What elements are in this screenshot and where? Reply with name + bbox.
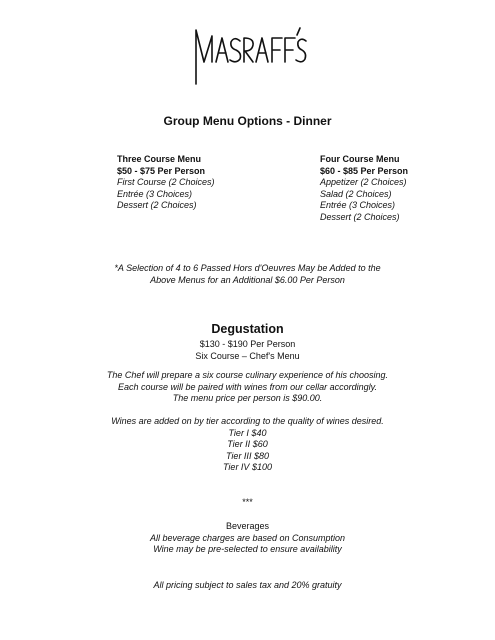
masraffs-logo [190, 22, 310, 92]
degustation-subheading [0, 339, 495, 362]
note-line: *A Selection of 4 to 6 Passed Hors d'Oeuvres May be Added to the [114, 263, 381, 273]
four-course-item: Dessert (2 Choices) [320, 211, 400, 222]
beverages-line: Wine may be pre-selected to ensure availability [153, 544, 342, 554]
four-course-item: Salad (2 Choices) [320, 188, 392, 199]
wine-tier: Tier II $60 [227, 439, 268, 449]
beverages-section [0, 521, 495, 556]
pricing-footer: All pricing subject to sales tax and 20% gratuity [153, 580, 342, 590]
wine-tier: Tier I $40 [228, 427, 267, 438]
four-course-menu [320, 154, 408, 223]
wine-tiers [0, 416, 495, 474]
hors-doeuvres-note [0, 263, 495, 286]
note-line: Above Menus for an Additional $6.00 Per Person [150, 274, 345, 285]
three-course-item: First Course (2 Choices) [117, 177, 215, 187]
chef-description [0, 370, 495, 405]
three-course-price: $50 - $75 Per Person [117, 165, 206, 176]
three-course-item: Entrée (3 Choices) [117, 188, 193, 199]
description-line: The Chef will prepare a six course culinary experience of his choosing. [106, 370, 389, 380]
beverages-line: All beverage charges are based on Consumption [149, 532, 346, 543]
three-course-heading: Three Course Menu [117, 154, 202, 164]
beverages-title: Beverages [225, 521, 270, 531]
section-separator: *** [242, 497, 253, 507]
wines-intro: Wines are added on by tier according to the quality of wines desired. [111, 416, 384, 426]
three-course-menu [117, 154, 215, 212]
wine-tier: Tier III $80 [226, 450, 269, 461]
degustation-title: Degustation [211, 322, 284, 336]
four-course-item: Entrée (3 Choices) [320, 200, 396, 210]
degustation-subtitle: Six Course – Chef's Menu [195, 350, 300, 361]
degustation-price: $130 - $190 Per Person [199, 339, 296, 349]
four-course-item: Appetizer (2 Choices) [320, 177, 407, 187]
wine-tier: Tier IV $100 [223, 462, 272, 472]
four-course-heading: Four Course Menu [320, 154, 400, 164]
three-course-item: Dessert (2 Choices) [117, 200, 197, 210]
logo-wordmark [190, 22, 310, 92]
description-line: The menu price per person is $90.00. [172, 393, 323, 403]
page-title: Group Menu Options - Dinner [163, 114, 332, 128]
four-course-price: $60 - $85 Per Person [320, 165, 409, 176]
description-line: Each course will be paired with wines from our cellar accordingly. [118, 381, 377, 392]
